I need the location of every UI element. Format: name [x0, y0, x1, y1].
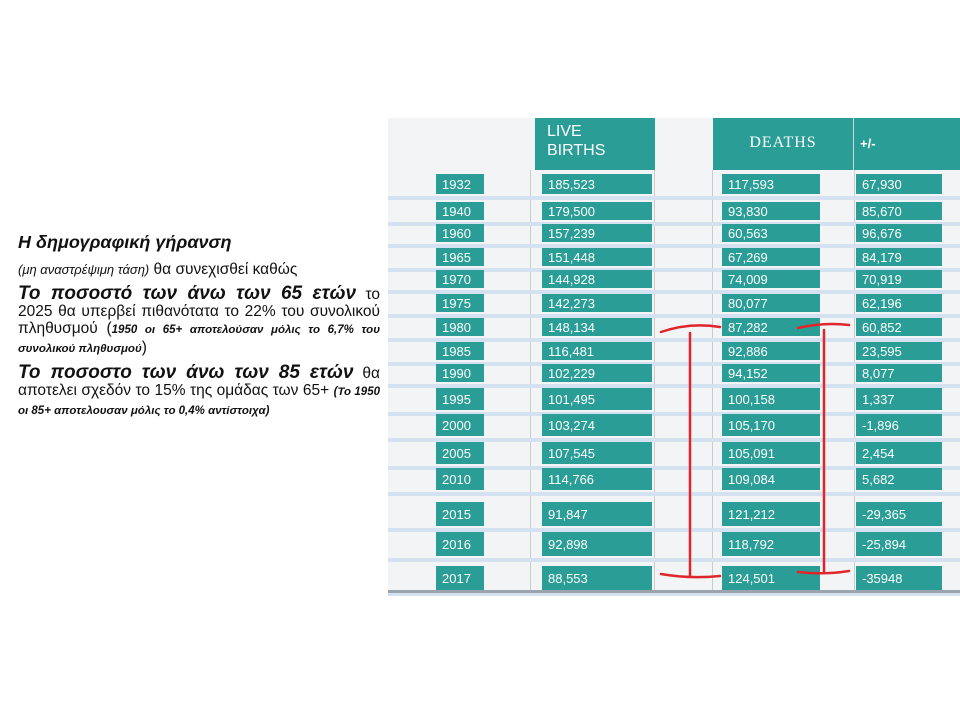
- cell-diff: 60,852: [856, 318, 942, 336]
- header-deaths-label: DEATHS: [749, 134, 817, 151]
- cell-year: 1965: [436, 248, 484, 266]
- paragraph-3-note: (Το 1950 οι 85+ αποτελουσαν μόλις το 0,4% αντίστοιχα): [18, 386, 380, 417]
- cell-births: 151,448: [542, 248, 652, 266]
- cell-deaths: 105,091: [722, 442, 820, 464]
- cell-diff: 67,930: [856, 174, 942, 194]
- cell-year: 1960: [436, 224, 484, 242]
- cell-deaths: 87,282: [722, 318, 820, 336]
- paragraph-2-note: 1950 οι 65+ αποτελούσαν μόλις το 6,7% του συνολικού πληθυσμού: [18, 324, 380, 355]
- paragraph-1-italic: (μη αναστρέψιμη τάση): [18, 262, 150, 277]
- cell-diff: 84,179: [856, 248, 942, 266]
- cell-births: 116,481: [542, 342, 652, 360]
- cell-diff: -25,894: [856, 532, 942, 556]
- header-live-births-label: LIVE BIRTHS: [547, 123, 606, 159]
- paragraph-3-rest: θα αποτελει σχεδόν το 15% της ομάδας των 65+: [18, 365, 380, 399]
- cell-births: 144,928: [542, 270, 652, 288]
- cell-diff: 1,337: [856, 388, 942, 410]
- cell-births: 142,273: [542, 294, 652, 312]
- cell-deaths: 92,886: [722, 342, 820, 360]
- cell-deaths: 100,158: [722, 388, 820, 410]
- cell-deaths: 60,563: [722, 224, 820, 242]
- cell-births: 114,766: [542, 468, 652, 490]
- cell-births: 92,898: [542, 532, 652, 556]
- bracket-2-top: [798, 324, 849, 328]
- cell-year: 1980: [436, 318, 484, 336]
- cell-year: 1970: [436, 270, 484, 288]
- cell-diff: 23,595: [856, 342, 942, 360]
- cell-births: 101,495: [542, 388, 652, 410]
- paragraph-2-emphasis: Το ποσοστό των άνω των 65 ετών: [18, 283, 357, 304]
- cell-year: 1995: [436, 388, 484, 410]
- cell-diff: -1,896: [856, 414, 942, 436]
- cell-births: 185,523: [542, 174, 652, 194]
- cell-births: 88,553: [542, 566, 652, 590]
- cell-deaths: 105,170: [722, 414, 820, 436]
- paragraph-2-close: ): [141, 339, 147, 356]
- cell-deaths: 74,009: [722, 270, 820, 288]
- cell-deaths: 94,152: [722, 364, 820, 382]
- cell-year: 1940: [436, 202, 484, 220]
- paragraph-2-rest: το 2025 θα υπερβεί πιθανότατα το 22% του συνολικού πληθυσμού (: [18, 286, 380, 337]
- cell-year: 2010: [436, 468, 484, 490]
- cell-deaths: 93,830: [722, 202, 820, 220]
- cell-year: 2005: [436, 442, 484, 464]
- cell-year: 1932: [436, 174, 484, 194]
- cell-deaths: 121,212: [722, 502, 820, 526]
- cell-diff: 2,454: [856, 442, 942, 464]
- cell-year: 2017: [436, 566, 484, 590]
- cell-births: 107,545: [542, 442, 652, 464]
- header-diff-label: +/-: [860, 136, 876, 151]
- cell-deaths: 80,077: [722, 294, 820, 312]
- cell-births: 157,239: [542, 224, 652, 242]
- cell-deaths: 109,084: [722, 468, 820, 490]
- cell-diff: 8,077: [856, 364, 942, 382]
- cell-year: 1985: [436, 342, 484, 360]
- cell-births: 102,229: [542, 364, 652, 382]
- paragraph-1-rest: θα συνεχισθεί καθώς: [149, 261, 298, 278]
- cell-deaths: 117,593: [722, 174, 820, 194]
- heading: Η δημογραφική γήρανση: [18, 232, 232, 252]
- cell-births: 91,847: [542, 502, 652, 526]
- cell-year: 2015: [436, 502, 484, 526]
- cell-diff: 96,676: [856, 224, 942, 242]
- bracket-1-top: [661, 325, 720, 332]
- cell-births: 179,500: [542, 202, 652, 220]
- cell-births: 148,134: [542, 318, 652, 336]
- cell-diff: 62,196: [856, 294, 942, 312]
- cell-diff: 5,682: [856, 468, 942, 490]
- cell-year: 2016: [436, 532, 484, 556]
- cell-diff: -35948: [856, 566, 942, 590]
- cell-diff: 85,670: [856, 202, 942, 220]
- cell-year: 1975: [436, 294, 484, 312]
- cell-year: 2000: [436, 414, 484, 436]
- cell-deaths: 118,792: [722, 532, 820, 556]
- cell-year: 1990: [436, 364, 484, 382]
- cell-deaths: 67,269: [722, 248, 820, 266]
- paragraph-3-emphasis: Το ποσοστο των άνω των 85 ετών: [18, 362, 354, 383]
- cell-births: 103,274: [542, 414, 652, 436]
- cell-diff: 70,919: [856, 270, 942, 288]
- cell-deaths: 124,501: [722, 566, 820, 590]
- cell-diff: -29,365: [856, 502, 942, 526]
